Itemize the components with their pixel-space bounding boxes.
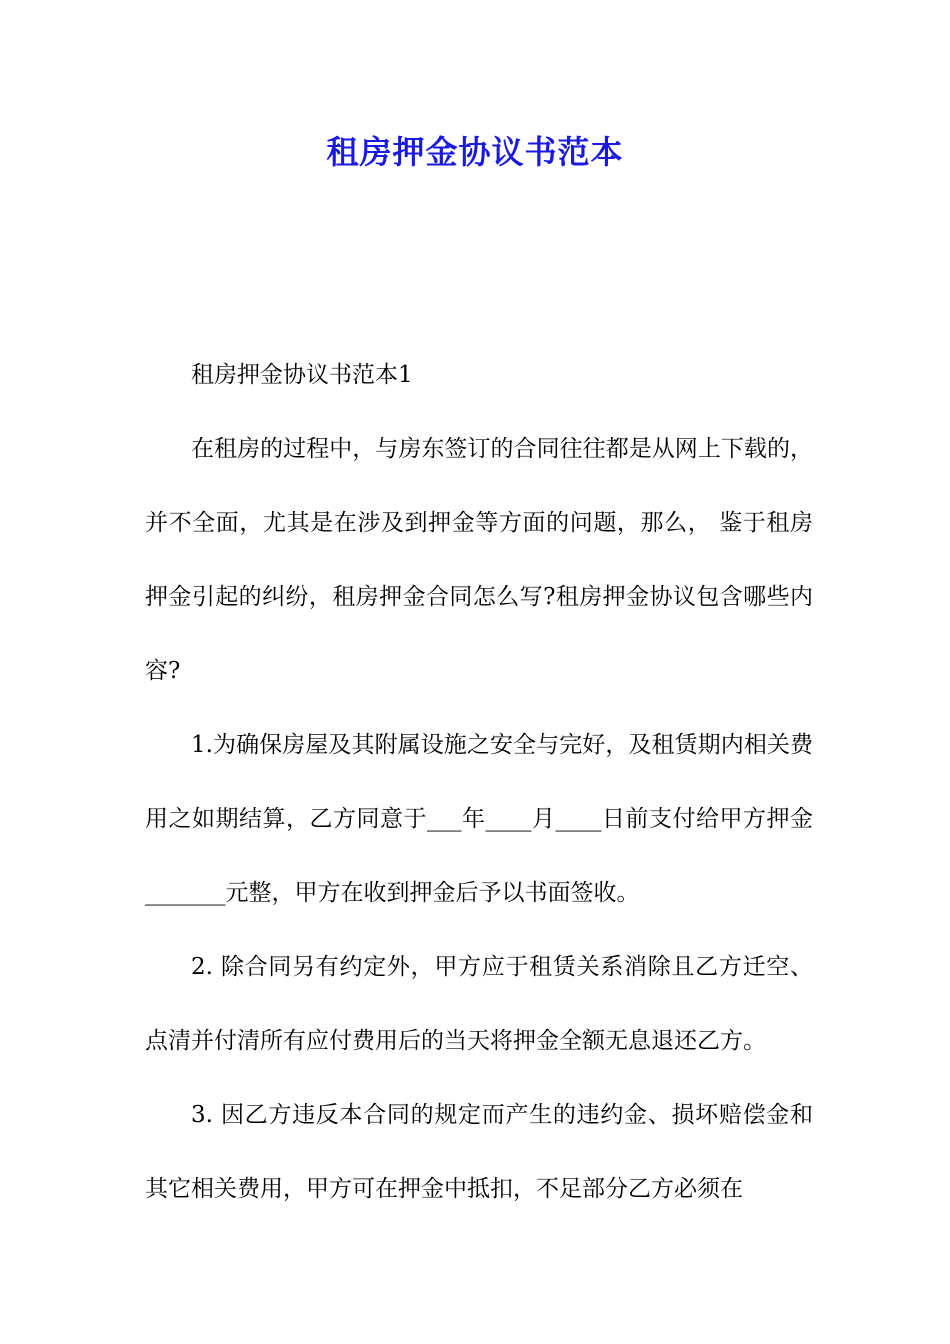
clause-2-paragraph: 2. 除合同另有约定外，甲方应于租赁关系消除且乙方迁空、点清并付清所有应付费用后的当天将押金全额无息退还乙方。 <box>145 954 813 1054</box>
clause-3-paragraph: 3. 因乙方违反本合同的规定而产生的违约金、损坏赔偿金和其它相关费用，甲方可在押金中抵扣，不足部分乙方必须在 <box>145 1102 813 1202</box>
intro-paragraph: 在租房的过程中，与房东签订的合同往往都是从网上下载的，并不全面，尤其是在涉及到押金等方面的问题，那么， 鉴于租房押金引起的纠纷，租房押金合同怎么写?租房押金协议包含哪些内容? <box>145 436 813 684</box>
clause-1-paragraph: 1.为确保房屋及其附属设施之安全与完好，及租赁期内相关费用之如期结算，乙方同意于___年____月____日前支付给甲方押金_______元整，甲方在收到押金后予以书面签收。 <box>145 732 813 906</box>
document-title: 租房押金协议书范本 <box>326 133 624 171</box>
document-body <box>145 338 813 1226</box>
section-heading: 租房押金协议书范本1 <box>191 362 413 388</box>
